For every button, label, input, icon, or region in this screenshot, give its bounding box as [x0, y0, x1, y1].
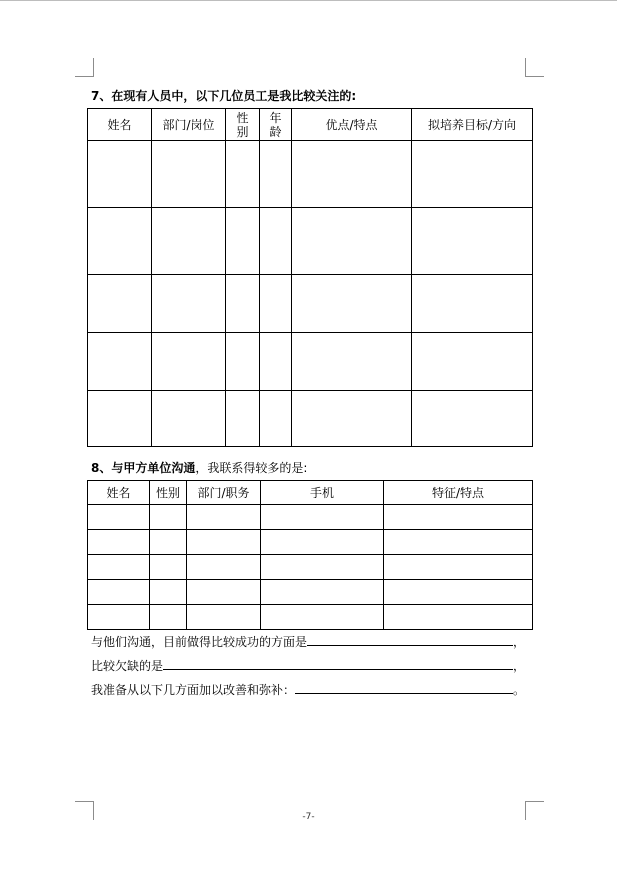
empty-cell[interactable]	[226, 208, 260, 275]
statement-successful-aspects	[91, 633, 525, 650]
statement-shortcomings	[91, 657, 525, 674]
empty-cell[interactable]	[384, 505, 533, 530]
empty-cell[interactable]	[88, 505, 150, 530]
empty-cell[interactable]	[187, 555, 261, 580]
empty-cell[interactable]	[261, 605, 384, 630]
empty-cell[interactable]	[412, 333, 533, 391]
col-header-strengths: 优点/特点	[292, 109, 412, 141]
empty-cell[interactable]	[292, 391, 412, 447]
col-header-name: 姓名	[88, 481, 150, 505]
empty-cell[interactable]	[187, 505, 261, 530]
empty-cell[interactable]	[292, 141, 412, 208]
empty-cell[interactable]	[261, 505, 384, 530]
section-7-heading	[91, 88, 356, 104]
statement-label: 与他们沟通，目前做得比较成功的方面是	[91, 635, 308, 649]
empty-cell[interactable]	[152, 208, 226, 275]
statement-punct: ，	[513, 635, 526, 649]
table-row	[88, 605, 533, 630]
page-top-border	[0, 0, 617, 1]
empty-cell[interactable]	[226, 333, 260, 391]
col-header-dept-post: 部门/岗位	[152, 109, 226, 141]
empty-cell[interactable]	[226, 141, 260, 208]
empty-cell[interactable]	[384, 605, 533, 630]
col-header-gender: 性 别	[226, 109, 260, 141]
table-row	[88, 391, 533, 447]
table-row	[88, 580, 533, 605]
empty-cell[interactable]	[187, 605, 261, 630]
empty-cell[interactable]	[260, 391, 292, 447]
fill-in-blank[interactable]	[307, 633, 513, 646]
col-header-dept-title: 部门/职务	[187, 481, 261, 505]
empty-cell[interactable]	[150, 530, 187, 555]
page-number: -7-	[302, 812, 315, 822]
empty-cell[interactable]	[88, 275, 152, 333]
empty-cell[interactable]	[88, 333, 152, 391]
table-row	[88, 333, 533, 391]
empty-cell[interactable]	[226, 391, 260, 447]
empty-cell[interactable]	[412, 275, 533, 333]
section-8-number: 8	[91, 461, 100, 475]
empty-cell[interactable]	[260, 208, 292, 275]
empty-cell[interactable]	[150, 555, 187, 580]
table-row	[88, 208, 533, 275]
empty-cell[interactable]	[412, 141, 533, 208]
col-header-traits: 特征/特点	[384, 481, 533, 505]
col-header-mobile: 手机	[261, 481, 384, 505]
crop-mark-top-left	[75, 58, 94, 77]
empty-cell[interactable]	[152, 333, 226, 391]
empty-cell[interactable]	[88, 580, 150, 605]
empty-cell[interactable]	[152, 391, 226, 447]
empty-cell[interactable]	[150, 605, 187, 630]
empty-cell[interactable]	[150, 505, 187, 530]
statement-improvement-plan	[91, 681, 525, 698]
col-header-name: 姓名	[88, 109, 152, 141]
table-row	[88, 530, 533, 555]
table-row	[88, 141, 533, 208]
empty-cell[interactable]	[292, 333, 412, 391]
empty-cell[interactable]	[412, 208, 533, 275]
empty-cell[interactable]	[412, 391, 533, 447]
table-row	[88, 555, 533, 580]
table-header-row	[88, 481, 533, 505]
empty-cell[interactable]	[88, 530, 150, 555]
empty-cell[interactable]	[226, 275, 260, 333]
empty-cell[interactable]	[260, 141, 292, 208]
statement-label: 我准备从以下几方面加以改善和弥补：	[91, 683, 296, 697]
empty-cell[interactable]	[261, 530, 384, 555]
focus-employees-table	[87, 108, 533, 447]
empty-cell[interactable]	[261, 555, 384, 580]
empty-cell[interactable]	[384, 530, 533, 555]
empty-cell[interactable]	[384, 580, 533, 605]
empty-cell[interactable]	[187, 530, 261, 555]
section-7-title: 、在现有人员中，以下几位员工是我比较关注的:	[99, 89, 357, 103]
section-8-title-rest: ，我联系得较多的是:	[195, 461, 308, 475]
empty-cell[interactable]	[187, 580, 261, 605]
empty-cell[interactable]	[292, 275, 412, 333]
empty-cell[interactable]	[88, 208, 152, 275]
empty-cell[interactable]	[88, 605, 150, 630]
crop-mark-top-right	[525, 58, 544, 77]
empty-cell[interactable]	[260, 275, 292, 333]
empty-cell[interactable]	[152, 275, 226, 333]
table-row	[88, 505, 533, 530]
col-header-training-goal: 拟培养目标/方向	[412, 109, 533, 141]
fill-in-blank[interactable]	[163, 657, 513, 670]
section-8-heading	[91, 460, 307, 476]
empty-cell[interactable]	[88, 555, 150, 580]
client-contacts-table	[87, 480, 533, 630]
table-header-row	[88, 109, 533, 141]
empty-cell[interactable]	[384, 555, 533, 580]
col-header-gender: 性别	[150, 481, 187, 505]
empty-cell[interactable]	[260, 333, 292, 391]
statement-punct: ，	[513, 659, 526, 673]
empty-cell[interactable]	[150, 580, 187, 605]
empty-cell[interactable]	[261, 580, 384, 605]
empty-cell[interactable]	[152, 141, 226, 208]
fill-in-blank[interactable]	[295, 681, 513, 694]
empty-cell[interactable]	[88, 141, 152, 208]
statement-label: 比较欠缺的是	[91, 659, 164, 673]
empty-cell[interactable]	[292, 208, 412, 275]
col-header-age: 年 龄	[260, 109, 292, 141]
section-8-title-bold: 、与甲方单位沟通	[99, 461, 196, 475]
statement-punct: 。	[513, 683, 526, 697]
section-7-number: 7	[91, 89, 100, 103]
table-row	[88, 275, 533, 333]
empty-cell[interactable]	[88, 391, 152, 447]
